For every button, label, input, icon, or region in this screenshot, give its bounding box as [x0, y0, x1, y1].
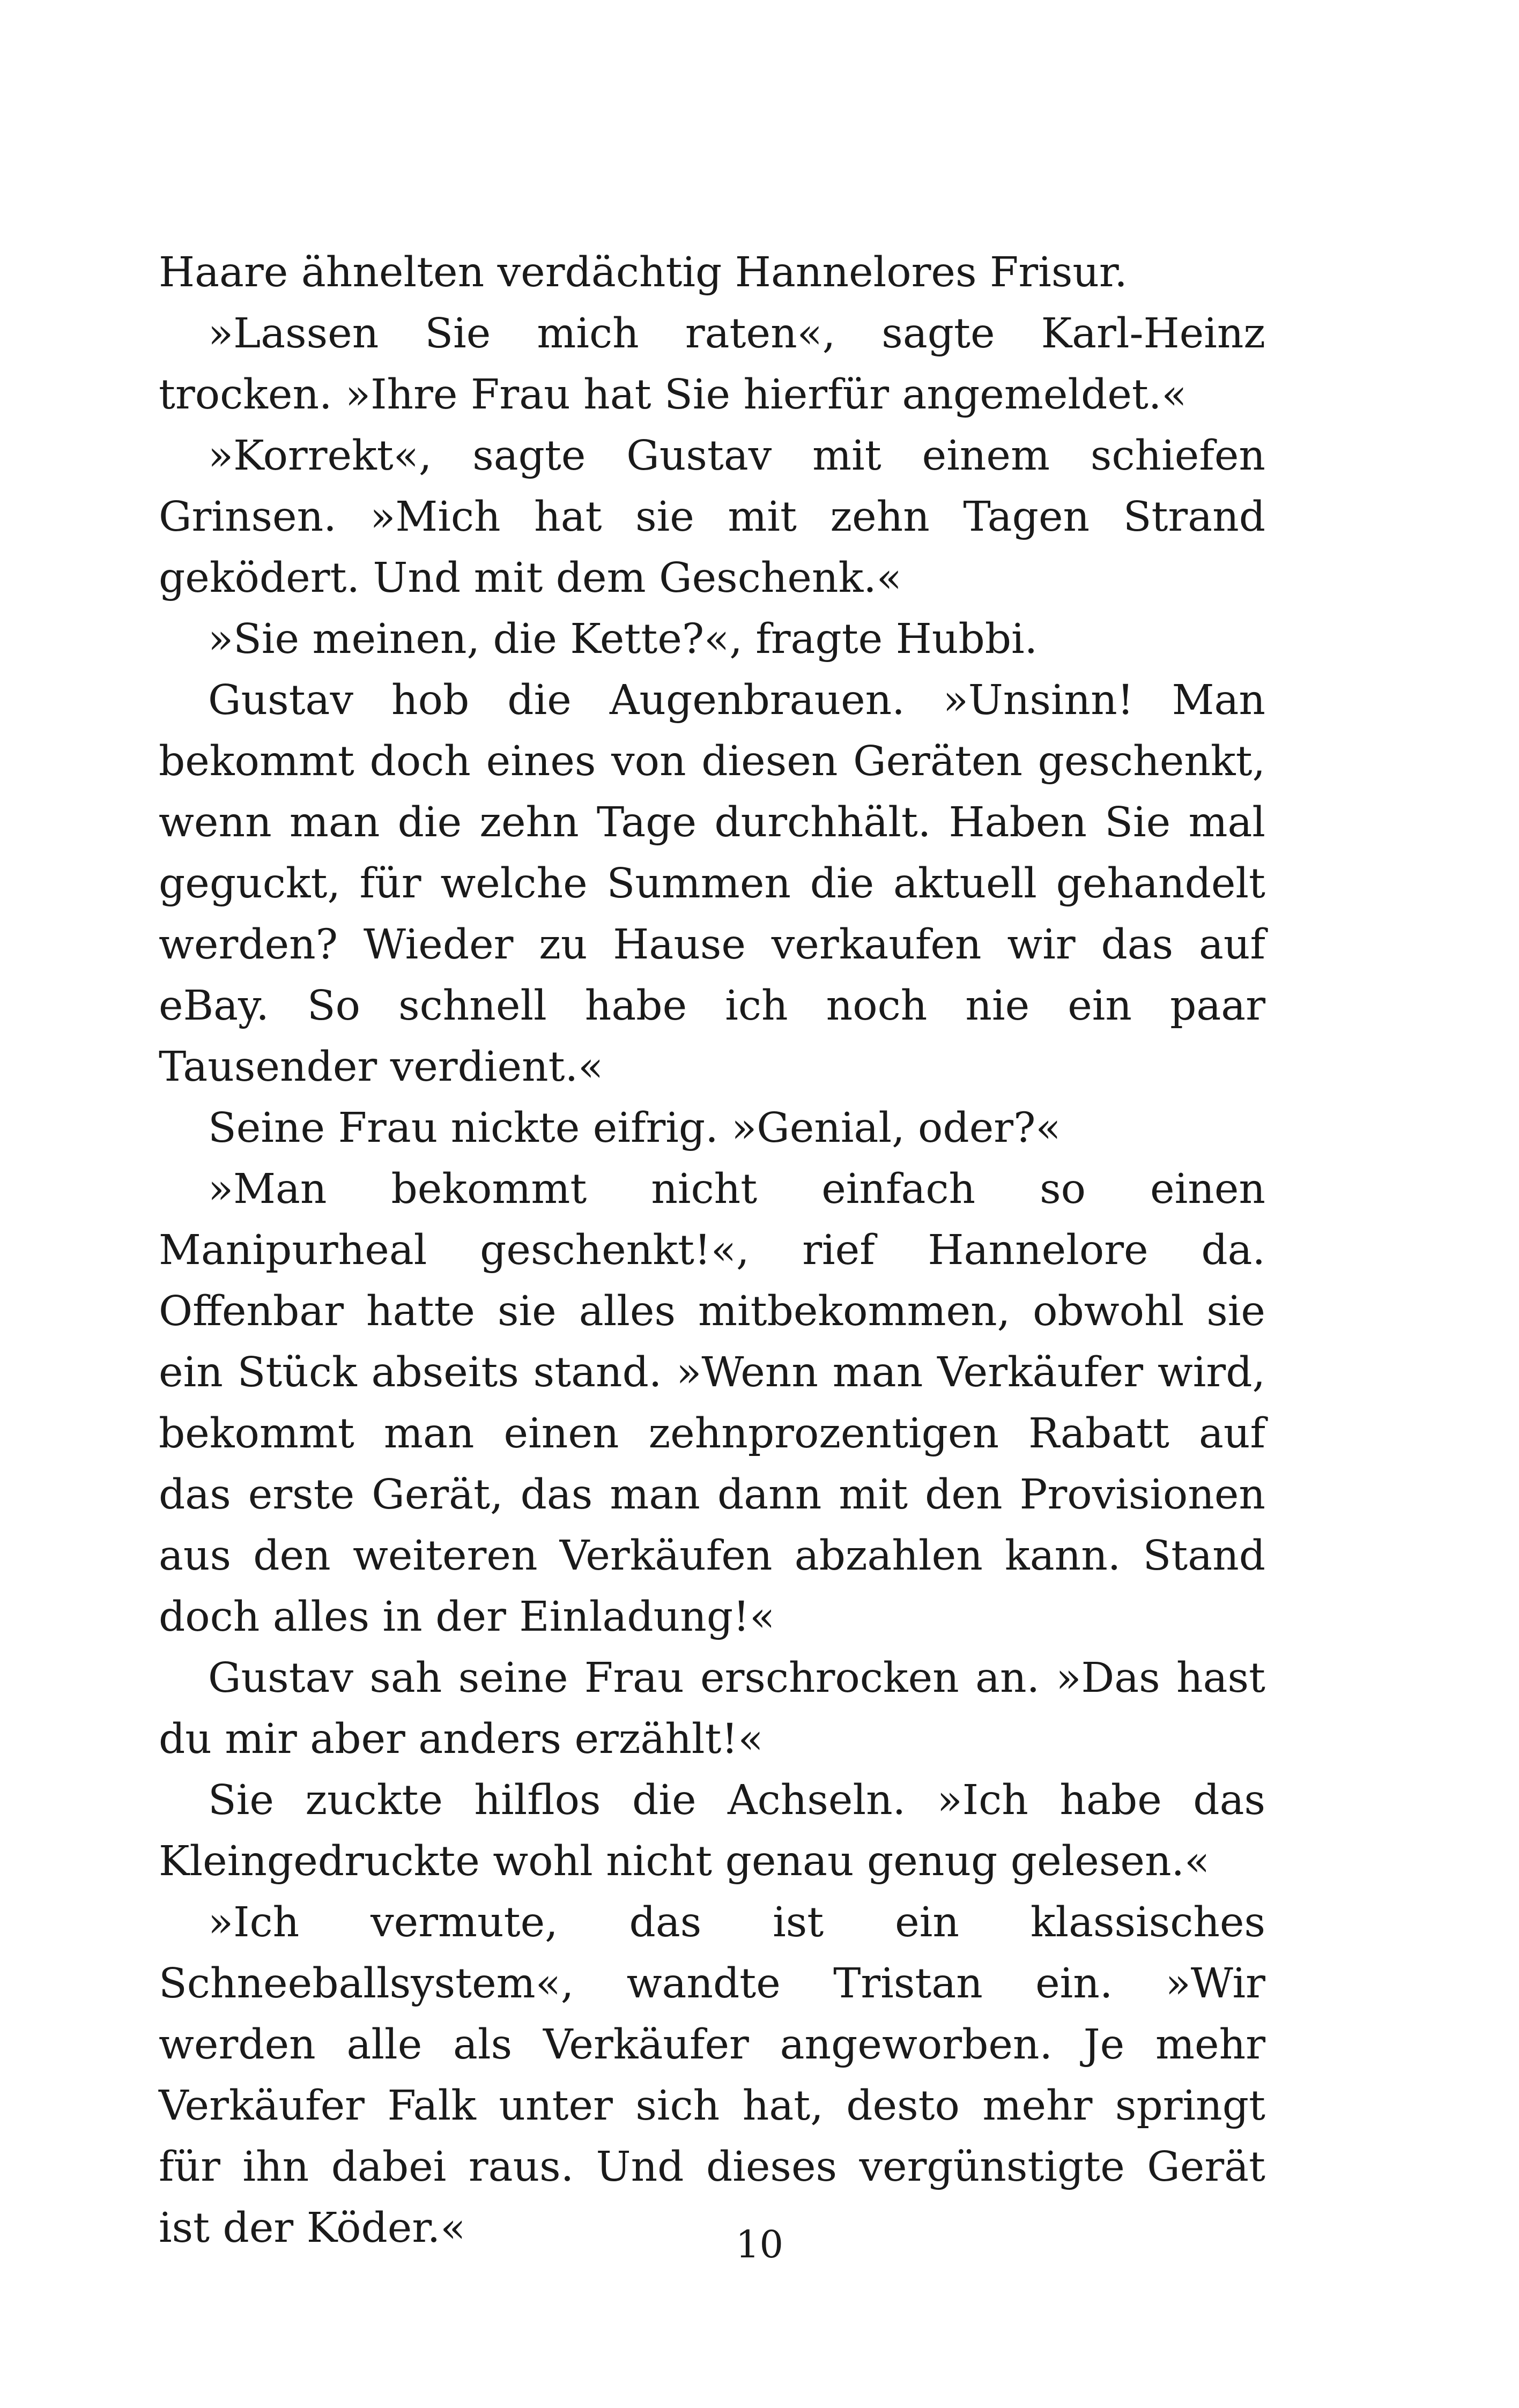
paragraph-8: Gustav sah seine Frau erschrocken an. »Das hast du mir aber anders erzählt!«	[159, 1654, 1265, 1763]
body-text	[159, 242, 1265, 2259]
paragraph-7: »Man bekommt nicht einfach so einen Manipurheal geschenkt!«, rief Hannelore da. Offenbar hatte sie alles mitbekommen, obwohl sie ein Stück abseits stand. »Wenn man Verkäufer wird, bekommt man einen zehnprozentigen Rabatt auf das erste Gerät, das man dann mit den Provisionen aus den weiteren Verkäufen abzahlen kann. Stand doch alles in der Einladung!«	[159, 1165, 1265, 1641]
page-number: 10	[735, 2223, 784, 2266]
paragraph-2: »Lassen Sie mich raten«, sagte Karl-Heinz trocken. »Ihre Frau hat Sie hierfür angemeldet.«	[159, 310, 1265, 419]
paragraph-10: »Ich vermute, das ist ein klassisches Schneeballsystem«, wandte Tristan ein. »Wir werden alle als Verkäufer angeworben. Je mehr Verkäufer Falk unter sich hat, desto mehr springt für ihn dabei raus. Und dieses vergünstigte Gerät ist der Köder.«	[159, 1899, 1265, 2252]
paragraph-1: Haare ähnelten verdächtig Hannelores Frisur.	[159, 249, 1128, 296]
paragraph-9: Sie zuckte hilflos die Achseln. »Ich habe das Kleingedruckte wohl nicht genau genug gelesen.«	[159, 1777, 1265, 1885]
paragraph-4: »Sie meinen, die Kette?«, fragte Hubbi.	[208, 615, 1038, 663]
paragraph-5: Gustav hob die Augenbrauen. »Unsinn! Man bekommt doch eines von diesen Geräten geschenkt, wenn man die zehn Tage durchhält. Haben Sie mal geguckt, für welche Summen die aktuell gehandelt werden? Wieder zu Hause verkaufen wir das auf eBay. So schnell habe ich noch nie ein paar Tausender verdient.«	[159, 677, 1265, 1091]
paragraph-6: Seine Frau nickte eifrig. »Genial, oder?«	[208, 1104, 1061, 1152]
paragraph-3: »Korrekt«, sagte Gustav mit einem schiefen Grinsen. »Mich hat sie mit zehn Tagen Strand geködert. Und mit dem Geschenk.«	[159, 432, 1265, 602]
